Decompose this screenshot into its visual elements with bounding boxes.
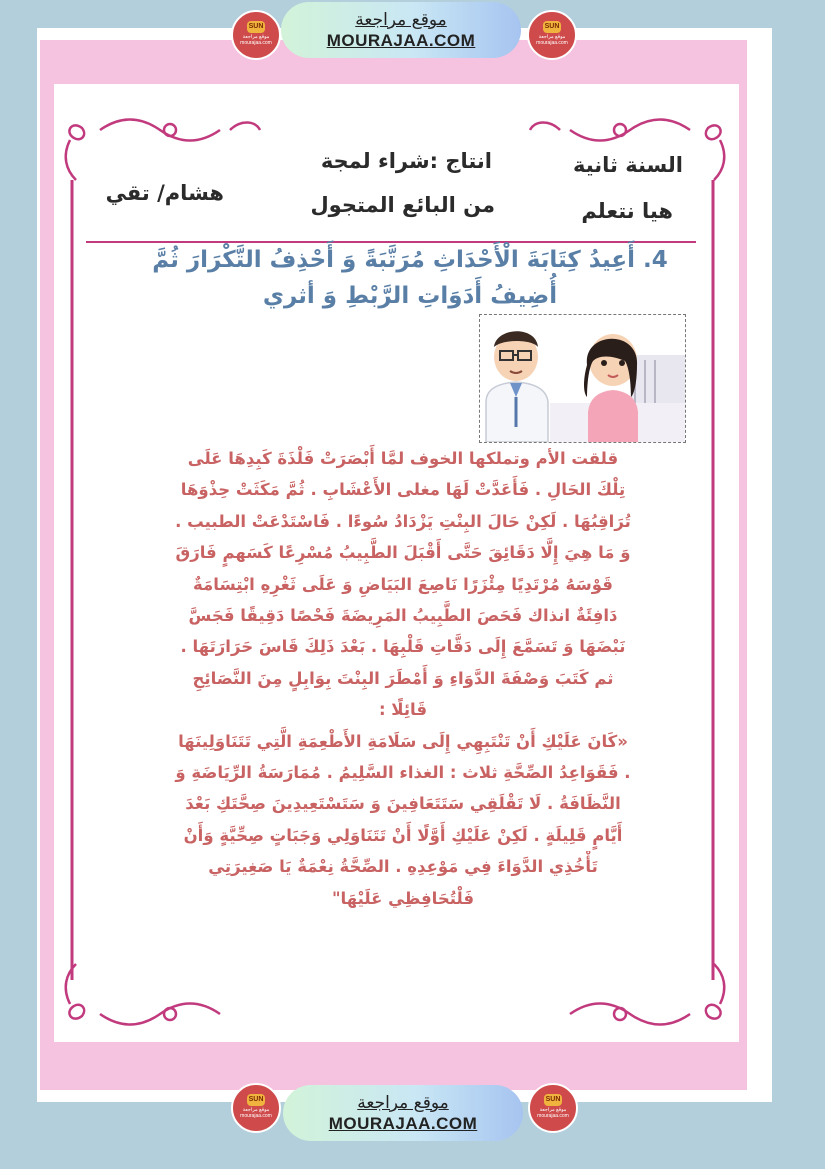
site-logo-left-bottom[interactable] bbox=[231, 1083, 281, 1133]
story-line: وَ مَا هِيَ إِلَّا دَقَائِقَ حَتَّى أَقْبَلَ الطَّبِيبُ مُسْرِعًا كَسَهمٍ فَارَقَ bbox=[175, 543, 631, 563]
bottom-ornament bbox=[60, 960, 730, 1040]
logo-text: موقع مراجعة mourajaa.com bbox=[240, 34, 272, 46]
site-name-ar[interactable]: موقع مراجعة bbox=[355, 10, 447, 30]
story-line: قَائِلًا : bbox=[378, 700, 428, 720]
story-line: نَبْضَهَا وَ تَسَمَّعَ إِلَى دَقَّاتِ قَلْبِهَا . بَعْدَ ذَلِكَ قَاسَ حَرَارَتَهَا . bbox=[180, 637, 626, 657]
site-banner-top[interactable] bbox=[281, 2, 521, 58]
logo-text: موقع مراجعة mourajaa.com bbox=[537, 1107, 569, 1119]
doctor-girl-illustration bbox=[479, 314, 686, 443]
logo-text: موقع مراجعة mourajaa.com bbox=[240, 1107, 272, 1119]
logo-badge: SUN bbox=[544, 1094, 562, 1106]
exercise-instruction bbox=[150, 242, 670, 314]
site-domain[interactable]: MOURAJAA.COM bbox=[326, 31, 476, 50]
site-domain[interactable]: MOURAJAA.COM bbox=[328, 1114, 478, 1133]
story-line: «كَانَ عَلَيْكِ أَنْ تَنْتَبِهِي إِلَى سَلَامَةِ الأَطْعِمَةِ الَّتِي تَتَنَاوَلِينَهَا bbox=[178, 731, 628, 751]
story-line: قَوْسَهُ مُرْتَدِيًا مِئْزَرًا نَاصِعَ البَيَاضِ وَ عَلَى ثَغْرِهِ ابْتِسَامَةٌ bbox=[193, 574, 613, 594]
story-line: فَلْتُحَافِظِي عَلَيْهَا" bbox=[331, 888, 475, 908]
site-logo-right-bottom[interactable] bbox=[528, 1083, 578, 1133]
site-name-ar[interactable]: موقع مراجعة bbox=[357, 1093, 449, 1113]
site-logo-left-top[interactable] bbox=[231, 10, 281, 60]
story-line: تَأْخُذِي الدَّوَاءَ فِي مَوْعِدِهِ . الصِّحَّةُ نِعْمَةٌ يَا صَغِيرَتِي bbox=[208, 857, 598, 877]
logo-text: موقع مراجعة mourajaa.com bbox=[536, 34, 568, 46]
story-line: . فَقَوَاعِدُ الصِّحَّةِ ثلاث : الغذاء السَّلِيمُ . مُمَارَسَةُ الرِّيَاضَةِ وَ bbox=[175, 763, 631, 783]
logo-badge: SUN bbox=[543, 21, 561, 33]
instruction-line-1: 4. أَعِيدُ كِتَابَةَ الْأَحْدَاثِ مُرَتَّبَةً وَ أَحْذِفُ التَّكْرَارَ ثُمَّ bbox=[152, 247, 668, 273]
site-banner-bottom[interactable] bbox=[283, 1085, 523, 1141]
subject-subtitle: من البائع المتجول bbox=[310, 193, 495, 217]
story-line: تِلْكَ الحَالِ . فَأَعَدَّتْ لَهَا مغلى الأَعْشَابِ . ثُمَّ مَكَثَتْ حِذْوَهَا bbox=[180, 480, 626, 500]
level-subtitle: هيا نتعلم bbox=[581, 199, 673, 223]
illustration-drawing bbox=[480, 315, 685, 442]
logo-badge: SUN bbox=[247, 21, 265, 33]
level-title: السنة ثانية bbox=[572, 153, 683, 177]
right-border-line bbox=[703, 180, 723, 980]
story-line: النَّظَافَةُ . لَا تَقْلَقِي سَتَتَعَافِينَ وَ سَتَسْتَعِيدِينَ صِحَّتَكِ بَعْدَ bbox=[185, 794, 621, 814]
instruction-line-2: أُضِيفُ أَدَوَاتِ الرَّبْطِ وَ أثري bbox=[262, 283, 558, 309]
subject-title: انتاج :شراء لمجة bbox=[320, 149, 492, 173]
story-line: تُرَاقِبُهَا . لَكِنْ حَالَ البِنْتِ يَزْدَادُ سُوءًا . فَاسْتَدْعَتْ الطبيب . bbox=[175, 511, 631, 531]
author-name: هشام/ تقي bbox=[105, 181, 224, 205]
site-logo-right-top[interactable] bbox=[527, 10, 577, 60]
story-line: أَيَّامٍ قَلِيلَةٍ . لَكِنْ عَلَيْكِ أَوَّلًا أَنْ تَتَنَاوَلِي وَجَبَاتٍ صِحِّيَّةٍ وَأَنْ bbox=[183, 825, 623, 845]
logo-badge: SUN bbox=[247, 1094, 265, 1106]
story-line: ثم كَتَبَ وَصْفَةَ الدَّوَاءِ وَ أَمْطَرَ البِنْتَ بِوَابِلٍ مِنَ النَّصَائِحِ bbox=[192, 668, 614, 688]
story-line: قلقت الأم وتملكها الخوف لمَّا أَبْصَرَتْ فَلْذَةَ كَبِدِهَا عَلَى bbox=[187, 449, 619, 468]
left-border-line bbox=[62, 180, 82, 980]
story-text bbox=[118, 443, 688, 914]
story-line: دَافِئَةٌ انذاك فَحَصَ الطَّبِيبُ المَرِيضَةَ فَحْصًا دَقِيقًا فَجَسَّ bbox=[188, 606, 618, 626]
